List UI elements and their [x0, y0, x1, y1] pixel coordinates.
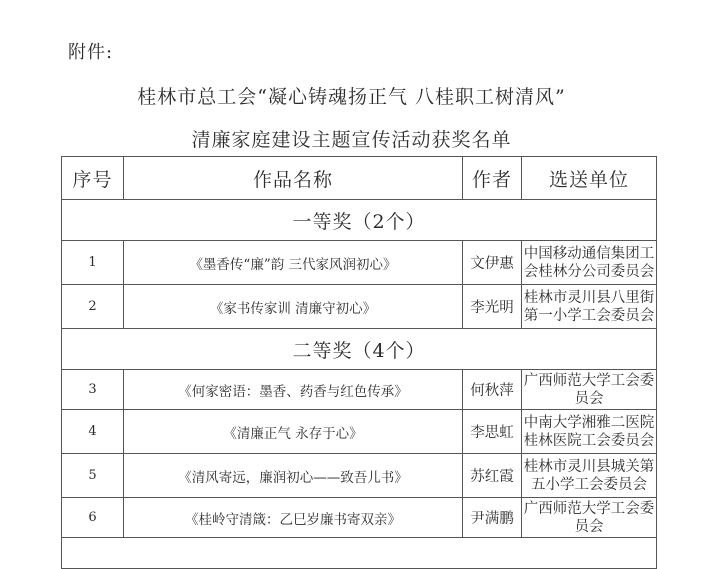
attachment-label: 附件:: [68, 42, 114, 63]
row-unit: 广西师范大学工会委员会: [522, 370, 657, 410]
row-index: 5: [62, 454, 124, 498]
row-work-title: 《家书传家训 清廉守初心》: [124, 285, 463, 329]
table-header-row: [62, 157, 657, 200]
row-work-title: 《墨香传“廉”韵 三代家风润初心》: [124, 241, 463, 285]
row-unit: 广西师范大学工会委员会: [522, 498, 657, 538]
row-work-title: 《桂岭守清箴：乙巳岁廉书寄双亲》: [124, 498, 463, 538]
document-title-line-2: 清廉家庭建设主题宣传活动获奖名单: [191, 129, 512, 151]
row-unit: 中南大学湘雅二医院桂林医院工会委员会: [522, 410, 657, 454]
row-work-title: 《清廉正气 永存于心》: [124, 410, 463, 454]
row-author: 李思虹: [463, 410, 522, 454]
row-index: 6: [62, 498, 124, 538]
row-author: 何秋萍: [463, 370, 522, 410]
row-author: 苏红霞: [463, 454, 522, 498]
award-table: [61, 156, 657, 569]
document-title-line-1: 桂林市总工会“凝心铸魂扬正气 八桂职工树清风”: [137, 86, 566, 108]
row-author: 李光明: [463, 285, 522, 329]
table-row: [62, 370, 657, 410]
table-row: [62, 454, 657, 498]
row-unit: 桂林市灵川县城关第五小学工会委员会: [522, 454, 657, 498]
table-row: [62, 241, 657, 285]
row-author: 尹满鹏: [463, 498, 522, 538]
header-work-title: 作品名称: [124, 157, 463, 200]
header-index: 序号: [62, 157, 124, 200]
section-heading-second-prize: 二等奖（4个）: [62, 329, 657, 370]
row-index: 1: [62, 241, 124, 285]
table-row: [62, 285, 657, 329]
row-work-title: 《何家密语：墨香、药香与红色传承》: [124, 370, 463, 410]
table-row: [62, 410, 657, 454]
header-author: 作者: [463, 157, 522, 200]
cut-off-row-cell: [62, 538, 657, 569]
header-submitting-unit: 选送单位: [522, 157, 657, 200]
row-index: 2: [62, 285, 124, 329]
section-row-first-prize: [62, 200, 657, 241]
row-unit: 桂林市灵川县八里街第一小学工会委员会: [522, 285, 657, 329]
section-heading-first-prize: 一等奖（2个）: [62, 200, 657, 241]
section-row-second-prize: [62, 329, 657, 370]
row-unit: 中国移动通信集团工会桂林分公司委员会: [522, 241, 657, 285]
table-row-cut-off: [62, 538, 657, 569]
row-index: 4: [62, 410, 124, 454]
row-author: 文伊惠: [463, 241, 522, 285]
row-work-title: 《清风寄远，廉润初心——致吾儿书》: [124, 454, 463, 498]
table-row: [62, 498, 657, 538]
row-index: 3: [62, 370, 124, 410]
